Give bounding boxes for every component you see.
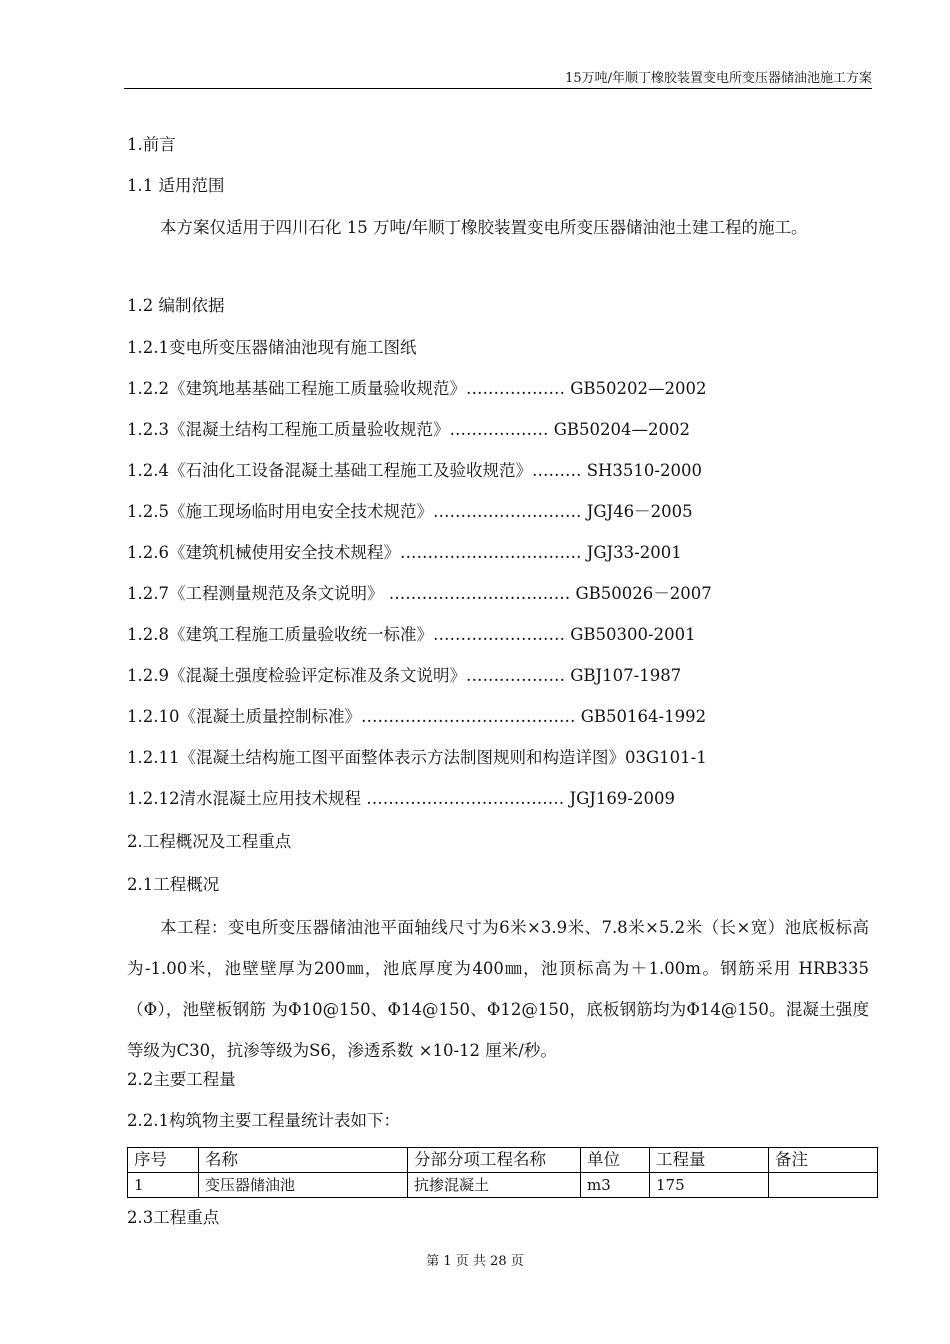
section-1-heading: 1.前言: [127, 135, 176, 154]
reference-item: 1.2.2《建筑地基基础工程施工质量验收规范》……………… GB50202—2002: [127, 379, 707, 398]
table-header-cell: 名称: [199, 1148, 408, 1173]
scope-paragraph: 本方案仅适用于四川石化 15 万吨/年顺丁橡胶装置变电所变压器储油池土建工程的施工。: [160, 218, 808, 237]
header-rule: [124, 88, 872, 89]
overview-paragraph: 本工程：变电所变压器储油池平面轴线尺寸为6米×3.9米、7.8米×5.2米（长×宽）池底板标高为-1.00米，池壁壁厚为200㎜，池底厚度为400㎜，池顶标高为＋1.00m。钢筋采用 HRB335（Φ），池壁板钢筋 为Φ10@150、Φ14@150、Φ12@150，底板钢筋均为Φ14@150。混凝土强度等级为C30，抗渗等级为S6，渗透系数 ×10-12 厘米/秒。: [127, 918, 869, 1060]
section-2-3-heading: 2.3工程重点: [127, 1208, 220, 1227]
table-cell: 抗掺混凝土: [408, 1173, 581, 1198]
reference-item: 1.2.9《混凝土强度检验评定标准及条文说明》……………… GBJ107-1987: [127, 666, 682, 685]
table-header-cell: 序号: [128, 1148, 199, 1173]
page-header: 15万吨/年顺丁橡胶装置变电所变压器储油池施工方案: [565, 71, 872, 86]
table-cell: [769, 1173, 878, 1198]
table-cell: m3: [581, 1173, 650, 1198]
section-2-1-heading: 2.1工程概况: [127, 875, 220, 894]
reference-item: 1.2.7《工程测量规范及条文说明》 …………………………… GB50026－2007: [127, 584, 712, 603]
table-header-cell: 工程量: [650, 1148, 769, 1173]
reference-item: 1.2.5《施工现场临时用电安全技术规范》……………………… JGJ46－2005: [127, 502, 693, 521]
table-header-cell: 单位: [581, 1148, 650, 1173]
section-2-heading: 2.工程概况及工程重点: [127, 832, 292, 851]
reference-item: 1.2.8《建筑工程施工质量验收统一标准》…………………… GB50300-2001: [127, 625, 696, 644]
table-cell: 变压器储油池: [199, 1173, 408, 1198]
reference-item: 1.2.1变电所变压器储油池现有施工图纸: [127, 338, 417, 357]
section-2-2-heading: 2.2主要工程量: [127, 1070, 236, 1089]
table-header-cell: 分部分项工程名称: [408, 1148, 581, 1173]
reference-item: 1.2.4《石油化工设备混凝土基础工程施工及验收规范》……… SH3510-2000: [127, 461, 702, 480]
reference-item: 1.2.6《建筑机械使用安全技术规程》…………………………… JGJ33-2001: [127, 543, 682, 562]
table-row: [128, 1173, 878, 1198]
reference-item: 1.2.10《混凝土质量控制标准》………………………………… GB50164-1992: [127, 707, 707, 726]
reference-item: 1.2.3《混凝土结构工程施工质量验收规范》……………… GB50204—2002: [127, 420, 691, 439]
section-2-2-1-heading: 2.2.1构筑物主要工程量统计表如下：: [127, 1111, 400, 1130]
section-1-1-heading: 1.1 适用范围: [127, 176, 225, 195]
page-number: 第 1 页 共 28 页: [426, 1254, 524, 1269]
table-header-cell: 备注: [769, 1148, 878, 1173]
table-cell: 175: [650, 1173, 769, 1198]
reference-item: 1.2.11《混凝土结构施工图平面整体表示方法制图规则和构造详图》03G101-1: [127, 748, 707, 767]
table-cell: 1: [128, 1173, 199, 1198]
reference-item: 1.2.12清水混凝土应用技术规程 ……………………………… JGJ169-2009: [127, 789, 675, 808]
quantity-table: [127, 1147, 878, 1198]
table-header-row: [128, 1148, 878, 1173]
section-1-2-heading: 1.2 编制依据: [127, 296, 225, 315]
